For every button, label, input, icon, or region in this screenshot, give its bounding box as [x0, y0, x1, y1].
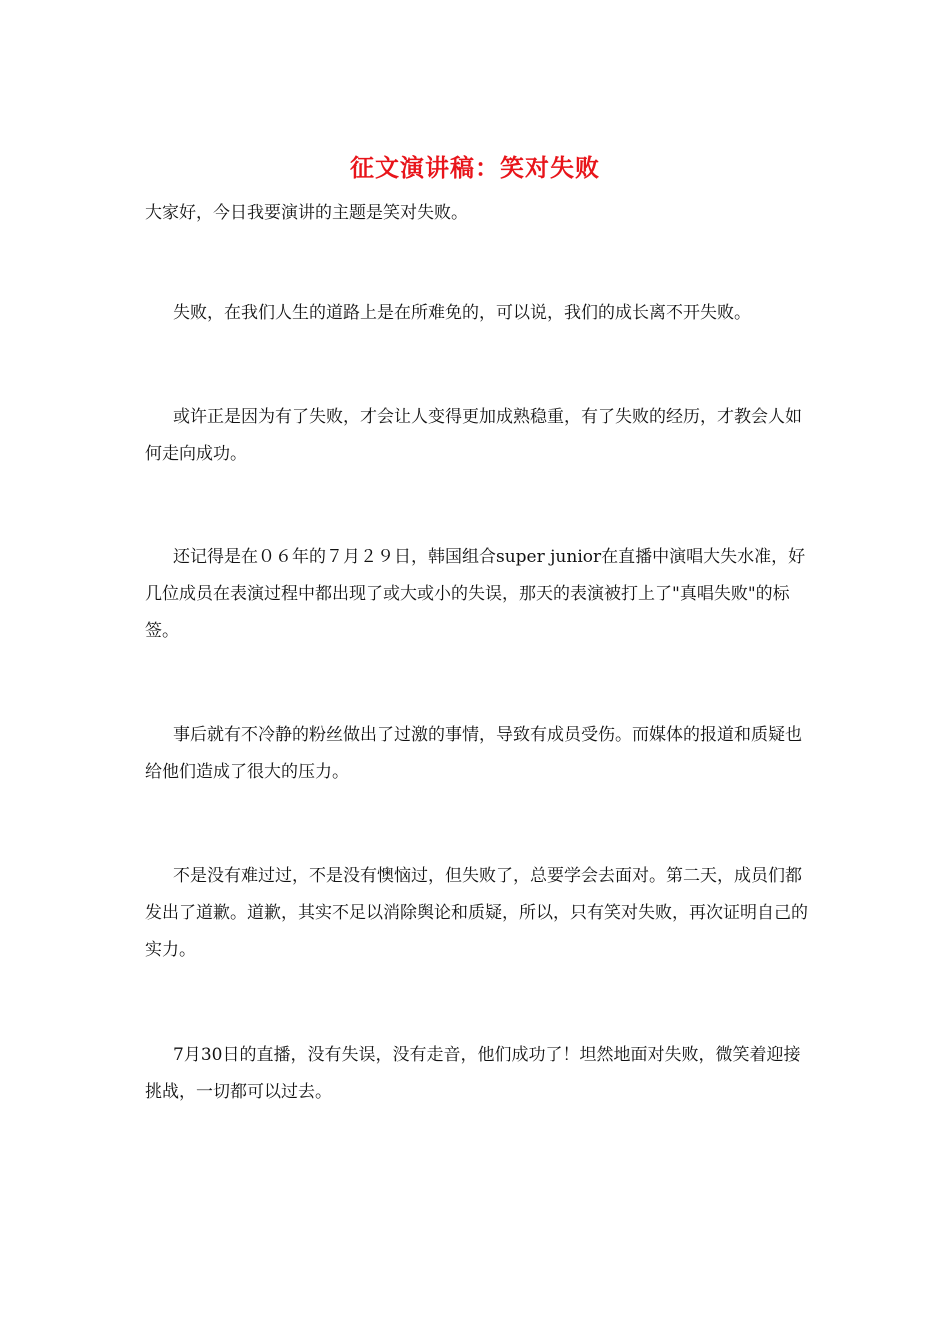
paragraph-7: 7月30日的直播，没有失误，没有走音，他们成功了！坦然地面对失败，微笑着迎接挑战，一切都可以过去。 [145, 1045, 801, 1102]
paragraph-4: 还记得是在０６年的７月２９日，韩国组合super junior在直播中演唱大失水准，好几位成员在表演过程中都出现了或大或小的失误，那天的表演被打上了"真唱失败"的标签。 [145, 547, 806, 641]
paragraph-2: 失败，在我们人生的道路上是在所难免的，可以说，我们的成长离不开失败。 [173, 303, 751, 323]
paragraph-greeting: 大家好，今日我要演讲的主题是笑对失败。 [145, 203, 468, 223]
paragraph-3: 或许正是因为有了失败，才会让人变得更加成熟稳重，有了失败的经历，才教会人如何走向成功。 [145, 407, 802, 464]
paragraph-6: 不是没有难过过，不是没有懊恼过，但失败了，总要学会去面对。第二天，成员们都发出了道歉。道歉，其实不足以消除舆论和质疑，所以，只有笑对失败，再次证明自己的实力。 [145, 866, 808, 960]
paragraph-5: 事后就有不冷静的粉丝做出了过激的事情，导致有成员受伤。而媒体的报道和质疑也给他们造成了很大的压力。 [145, 725, 802, 782]
document-title: 征文演讲稿：笑对失败 [350, 153, 600, 182]
